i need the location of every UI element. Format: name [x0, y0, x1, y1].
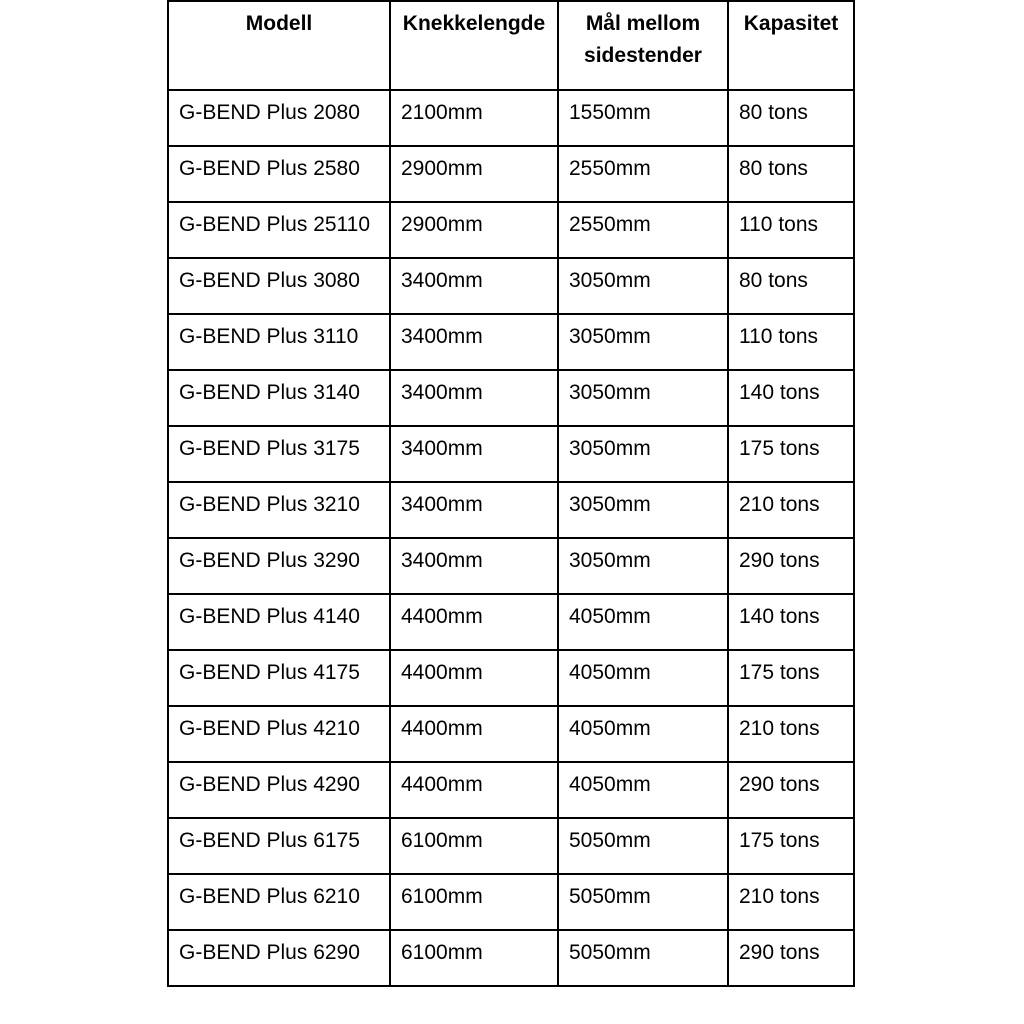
cell-capacity: 290 tons — [728, 930, 854, 986]
table-row — [168, 202, 854, 258]
cell-capacity: 80 tons — [728, 90, 854, 146]
table-row — [168, 706, 854, 762]
cell-distance-between-columns: 5050mm — [558, 930, 728, 986]
cell-capacity: 110 tons — [728, 314, 854, 370]
cell-model: G-BEND Plus 6210 — [168, 874, 390, 930]
cell-buckling-length: 2100mm — [390, 90, 558, 146]
header-capacity: Kapasitet — [728, 1, 854, 90]
cell-distance-between-columns: 2550mm — [558, 146, 728, 202]
header-distance-between-columns: Mål mellom sidestender — [558, 1, 728, 90]
cell-buckling-length: 4400mm — [390, 594, 558, 650]
cell-capacity: 80 tons — [728, 146, 854, 202]
cell-capacity: 110 tons — [728, 202, 854, 258]
table-row — [168, 818, 854, 874]
cell-distance-between-columns: 3050mm — [558, 482, 728, 538]
table-row — [168, 482, 854, 538]
cell-buckling-length: 3400mm — [390, 538, 558, 594]
cell-buckling-length: 2900mm — [390, 146, 558, 202]
table-row — [168, 90, 854, 146]
cell-capacity: 175 tons — [728, 818, 854, 874]
table-row — [168, 594, 854, 650]
cell-distance-between-columns: 4050mm — [558, 594, 728, 650]
cell-buckling-length: 6100mm — [390, 874, 558, 930]
cell-model: G-BEND Plus 3175 — [168, 426, 390, 482]
cell-capacity: 140 tons — [728, 370, 854, 426]
cell-model: G-BEND Plus 2080 — [168, 90, 390, 146]
cell-capacity: 290 tons — [728, 762, 854, 818]
table-row — [168, 538, 854, 594]
table-row — [168, 762, 854, 818]
cell-model: G-BEND Plus 3210 — [168, 482, 390, 538]
cell-model: G-BEND Plus 2580 — [168, 146, 390, 202]
cell-distance-between-columns: 2550mm — [558, 202, 728, 258]
cell-buckling-length: 4400mm — [390, 762, 558, 818]
cell-capacity: 210 tons — [728, 706, 854, 762]
cell-model: G-BEND Plus 6175 — [168, 818, 390, 874]
cell-buckling-length: 4400mm — [390, 650, 558, 706]
cell-model: G-BEND Plus 25110 — [168, 202, 390, 258]
cell-buckling-length: 6100mm — [390, 818, 558, 874]
cell-distance-between-columns: 4050mm — [558, 650, 728, 706]
cell-model: G-BEND Plus 3110 — [168, 314, 390, 370]
cell-distance-between-columns: 3050mm — [558, 258, 728, 314]
cell-buckling-length: 3400mm — [390, 314, 558, 370]
cell-distance-between-columns: 4050mm — [558, 706, 728, 762]
cell-buckling-length: 3400mm — [390, 426, 558, 482]
table-row — [168, 426, 854, 482]
cell-model: G-BEND Plus 4175 — [168, 650, 390, 706]
cell-distance-between-columns: 5050mm — [558, 818, 728, 874]
table-row — [168, 146, 854, 202]
table-body — [168, 90, 854, 986]
cell-distance-between-columns: 3050mm — [558, 314, 728, 370]
cell-capacity: 175 tons — [728, 650, 854, 706]
header-row — [168, 1, 854, 90]
header-buckling-length: Knekkelengde — [390, 1, 558, 90]
cell-capacity: 290 tons — [728, 538, 854, 594]
cell-capacity: 140 tons — [728, 594, 854, 650]
table-row — [168, 930, 854, 986]
cell-buckling-length: 6100mm — [390, 930, 558, 986]
cell-model: G-BEND Plus 4290 — [168, 762, 390, 818]
cell-capacity: 175 tons — [728, 426, 854, 482]
cell-model: G-BEND Plus 3290 — [168, 538, 390, 594]
cell-capacity: 80 tons — [728, 258, 854, 314]
table-row — [168, 874, 854, 930]
cell-distance-between-columns: 5050mm — [558, 874, 728, 930]
cell-model: G-BEND Plus 4140 — [168, 594, 390, 650]
table-header — [168, 1, 854, 90]
cell-buckling-length: 4400mm — [390, 706, 558, 762]
header-model: Modell — [168, 1, 390, 90]
cell-buckling-length: 3400mm — [390, 370, 558, 426]
cell-buckling-length: 3400mm — [390, 482, 558, 538]
cell-capacity: 210 tons — [728, 874, 854, 930]
table-row — [168, 370, 854, 426]
cell-distance-between-columns: 3050mm — [558, 370, 728, 426]
table-row — [168, 258, 854, 314]
cell-buckling-length: 3400mm — [390, 258, 558, 314]
cell-capacity: 210 tons — [728, 482, 854, 538]
table-row — [168, 650, 854, 706]
cell-distance-between-columns: 3050mm — [558, 426, 728, 482]
cell-model: G-BEND Plus 3140 — [168, 370, 390, 426]
cell-distance-between-columns: 4050mm — [558, 762, 728, 818]
cell-model: G-BEND Plus 3080 — [168, 258, 390, 314]
cell-model: G-BEND Plus 6290 — [168, 930, 390, 986]
cell-buckling-length: 2900mm — [390, 202, 558, 258]
cell-distance-between-columns: 1550mm — [558, 90, 728, 146]
table-row — [168, 314, 854, 370]
cell-model: G-BEND Plus 4210 — [168, 706, 390, 762]
cell-distance-between-columns: 3050mm — [558, 538, 728, 594]
specification-table — [167, 0, 855, 987]
